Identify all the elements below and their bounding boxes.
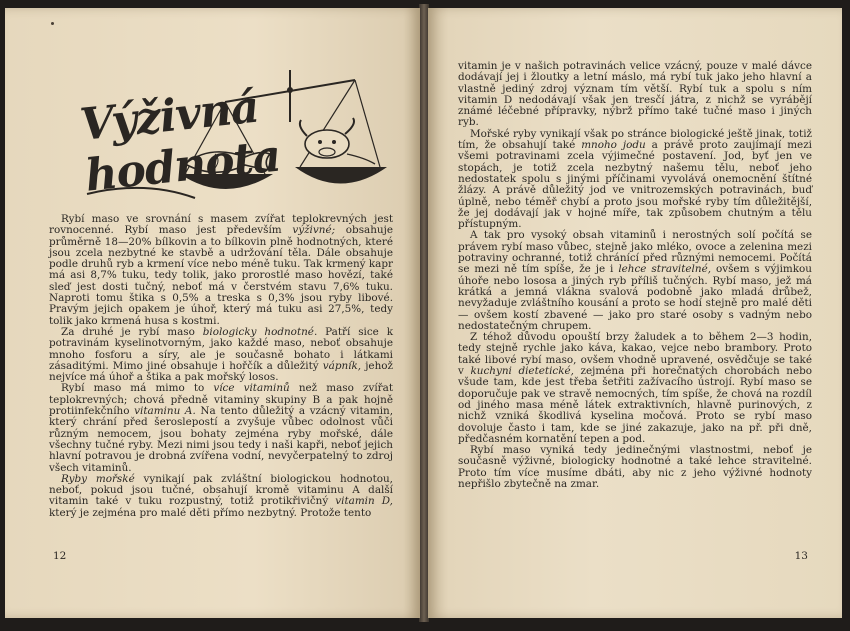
text-run: vitamin je v našich potravinách velice vzácný, pouze v malé dávce dodávají jej i žloutky a letní máslo, má rybí tuk jako jeho hlavní a vlastně jediný zdroj význam tím větší. Rybí tuk a spolu s ním vitamin D nedodávají však jen tresčí játra, z nichž se vyrábějí známé léčebné přípravky, nýbrž přímo také tučné maso i jiných ryb. [458,60,812,129]
emphasis: výživné; [292,224,336,237]
left-body-text [49,214,393,519]
emphasis: více vitaminů [213,382,290,395]
text-run: Patří sice k potravinám kyselinotvorným, jako každé maso, neboť obsahuje mnoho fosforu a síry, ale je současně bohato i látkami zásaditými. Mimo jiné obsahuje i hořčík a důležitý [49,325,393,372]
paragraph [458,129,812,231]
text-run: Z téhož důvodu opouští brzy žaludek a to během 2—3 hodin, tedy stejně rychle jako káva, kakao, vejce nebo brambory. Proto také libové rybí maso, ovšem vhodně upravené, osvědčuje se také v [458,331,812,378]
chapter-heading [75,62,405,212]
text-run: a právě proto zaujímají mezi všemi potravinami zcela výjimečné postavení. Jod, byť jen ve stopách, je totiž zcela nezbytný našemu tělu, neboť jeho nedostatek spolu s jinými příčinami vyvolává onemocnění štítné žlázy. A právě důležitý jod ve vnitrozemských potravinách, buď úplně, nebo téměř chybí a proto jsou mořské ryby tím důležitější, že jej dodávají jak v hojné míře, tak způsobem chutným a tělu přístupným. [458,139,812,231]
paragraph [458,61,812,129]
text-run: než maso zvířat teplokrevných; chová předně vitaminy skupiny B a pak hojně protiinfekčního [49,382,393,418]
emphasis: kuchyni dietetické, [470,365,574,378]
emphasis: vitamin D, [335,495,393,508]
text-run: Rybí maso ve srovnání s masem zvířat teplokrevných jest rovnocenné. Rybí maso jest především [49,213,393,237]
text-run: ovšem s výjimkou úhoře nebo lososa a jiných ryb příliš tučných. Rybí maso, jež má krátká a jemná vlákna svalová podobně jako mladá drůbež, nevyžaduje zvláštního kousání a proto se hodí stejně pro malé děti — ovšem kostí zbavené — jako pro staré osoby s vadným nebo nedostatečným chrupem. [458,263,812,332]
paragraph [49,474,393,519]
text-run: Za druhé je rybí maso [61,325,203,338]
paragraph [458,230,812,332]
text-run: obsahuje průměrně 18—20% bílkovin a to bílkovin plně hodnotných, které jsou zcela nezbytné ke stavbě a udržování těla. Dále obsahuje podle druhů ryb a krmení více nebo méně tuku. Tak krmený kapr má asi 8,7% tuku, tedy tolik, jako prorostlé maso hovězí, také sleď jest dosti tučný, neboť má v čerstvém stavu 7,6% tuku. Naproti tomu štika s 0,5% a treska s 0,3% jsou ryby libové. Pravým jejich opakem je úhoř, který má tuku asi 27,5%, tedy tolik jako krmená husa s kostmi. [49,224,393,327]
right-body-text [458,61,812,490]
text-run: Mořské ryby vynikají však po stránce biologické ještě jinak, totiž tím, že obsahují také [458,127,812,152]
page-speck [51,22,54,25]
left-page [5,8,420,618]
paragraph [458,445,812,490]
emphasis: mnoho jodu [581,139,646,152]
paragraph [49,327,393,383]
text-run: který je zejména pro malé děti přímo nezbytný. Protože tento [49,506,372,519]
page-number-right: 13 [794,550,808,562]
emphasis: lehce stravitelné, [618,263,712,276]
emphasis: Ryby mořské [61,472,135,485]
emphasis: vitaminu A. [134,405,196,418]
paragraph [458,332,812,445]
right-page [428,8,842,618]
paragraph [49,383,393,473]
text-run: Rybí maso vyniká tedy jedinečnými vlastnostmi, neboť je současně výživné, biologicky hodnotné a také lehce stravitelné. Proto tím více musíme dbáti, aby nic z jeho výživné hodnoty nepřišlo zbytečně na zmar. [458,444,812,490]
emphasis: biologicky hodnotné. [202,325,318,338]
page-number-left: 12 [53,550,67,562]
text-run: vynikají pak zvláštní biologickou hodnotou, neboť, pokud jsou tučné, obsahují kromě vitaminu A další vitamin také v tuku rozpustný, totiž protikřivičný [49,472,393,508]
text-run: A tak pro vysoký obsah vitaminů i nerostných solí počítá se právem rybí maso vůbec, stejně jako mléko, ovoce a zelenina mezi potraviny ochranné, totiž chránící před různými nemocemi. Počítá se mezi ně tím spíše, že je i [458,229,812,276]
text-run: Na tento důležitý a vzácný vitamin, který chrání před šeroslepostí a zvyšuje vůbec odolnost vůči různým nemocem, jsou bohaty zejména ryby mořské, dále všechny tučné ryby. Mezi nimi jsou tedy i naši kapři, neboť jejich hlavní potravou je drobná zvířena vodní, nevyčerpatelný to zdroj všech vitaminů. [49,405,394,474]
emphasis: vápník, [322,359,362,372]
text-run: jehož nejvíce má úhoř a štika a pak mořský losos. [49,359,393,384]
chapter-title: Výživná hodnota [77,81,283,202]
paragraph [49,214,393,327]
text-run: Rybí maso má mimo to [61,382,214,395]
text-run: zejména při horečnatých chorobách nebo všude tam, kde jest třeba šetřiti zažívacího ústrojí. Rybí maso se doporučuje pak ve stravě nemocných, tím spíše, že chová na rozdíl od jiného masa méně látek extraktivních, hlavně purinových, z nichž vzniká škodlivá kyselina močová. Proto se rybí maso dovoluje často i tam, kde se jiné zakazuje, jako na př. při dně, předčasném kornatění tepen a pod. [458,365,812,445]
